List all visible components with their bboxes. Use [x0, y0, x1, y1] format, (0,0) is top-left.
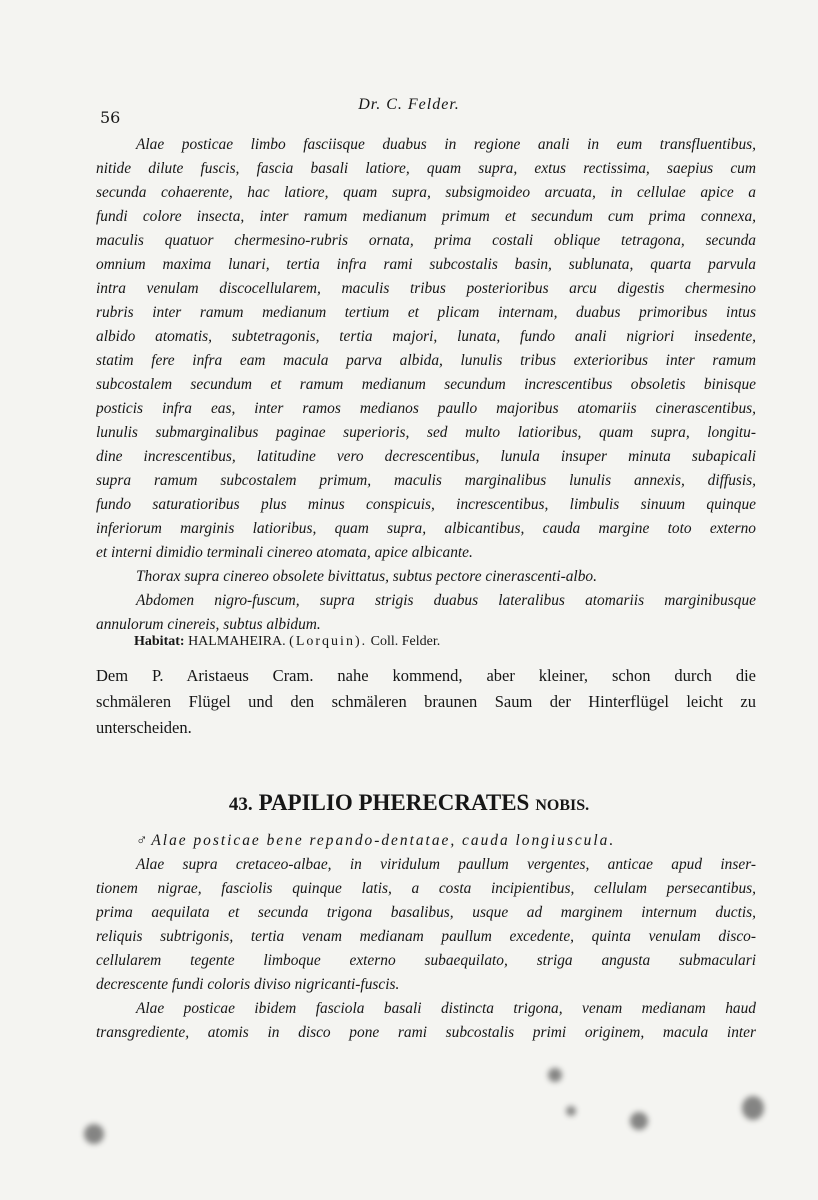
text-line: albido atomatis, subtetragonis, tertia majori, lunata, fundo anali nigriori insedente,	[96, 328, 756, 345]
text-line: transgrediente, atomis in disco pone rami subcostalis primi originem, macula inter	[96, 1024, 756, 1041]
text-line: tionem nigrae, fasciolis quinque latis, a costa incipientibus, cellulam persecantibus,	[96, 880, 756, 897]
diagnosis-text: Alae posticae bene repando-dentatae, cauda longiuscula.	[151, 832, 616, 849]
habitat-line	[134, 634, 440, 650]
ink-stain	[548, 1068, 562, 1082]
habitat-collection: Coll. Felder.	[370, 634, 441, 649]
text-line: nitide dilute fuscis, fascia basali latiore, quam supra, extus rectissima, saepius cum	[96, 160, 756, 177]
text-line: statim fere infra eam macula parva albida, lunulis tribus exterioribus inter ramum	[96, 352, 756, 369]
remark-line: schmäleren Flügel und den schmäleren braunen Saum der Hinterflügel leicht zu	[96, 692, 756, 711]
text-line: fundi colore insecta, inter ramum medianum primum et secundum cum prima connexa,	[96, 208, 756, 225]
page-number: 56	[100, 108, 121, 127]
text-line: fundo saturatioribus plus minus conspicuis, increscentibus, limbulis sinuum quinque	[96, 496, 756, 513]
male-symbol: ♂	[136, 832, 148, 849]
habitat-label: Habitat:	[134, 634, 185, 649]
text-line: lunulis submarginalibus paginae superioris, sed multo latioribus, quam supra, longitu-	[96, 424, 756, 441]
text-line: Alae posticae ibidem fasciola basali distincta trigona, venam medianam haud	[136, 1000, 756, 1017]
text-line: omnium maxima lunari, tertia infra rami subcostalis basin, sublunata, quarta parvula	[96, 256, 756, 273]
text-line: cellularem tegente limboque externo subaequilato, striga angusta submaculari	[96, 952, 756, 969]
text-line: dine increscentibus, latitudine vero decrescentibus, lunula insuper minuta subapicali	[96, 448, 756, 465]
thorax-line: Thorax supra cinereo obsolete bivittatus, subtus pectore cinerascenti-albo.	[136, 568, 597, 585]
diagnosis-line	[96, 832, 756, 850]
text-line: decrescente fundi coloris diviso nigricanti-fuscis.	[96, 976, 400, 993]
abdomen-line: annulorum cinereis, subtus albidum.	[96, 616, 321, 633]
abdomen-line: Abdomen nigro-fuscum, supra strigis duabus lateralibus atomariis marginibusque	[136, 592, 756, 609]
habitat-locality: HALMAHEIRA.	[188, 634, 286, 649]
text-line: Alae supra cretaceo-albae, in viridulum paullum vergentes, anticae apud inser-	[136, 856, 756, 873]
text-line: posticis infra eas, inter ramos medianos paullo majoribus atomariis cinerascentibus,	[96, 400, 756, 417]
text-line: Alae posticae limbo fasciisque duabus in regione anali in eum transfluentibus,	[136, 136, 756, 153]
species-number: 43.	[228, 794, 253, 815]
ink-stain	[84, 1124, 104, 1144]
text-line: secunda cohaerente, hac latiore, quam supra, subsigmoideo arcuata, in cellulae apice a	[96, 184, 756, 201]
text-line: inferiorum marginis latioribus, quam supra, albicantibus, cauda margine toto externo	[96, 520, 756, 537]
text-line: prima aequilata et secunda trigona basalibus, usque ad marginem internum ductis,	[96, 904, 756, 921]
species-heading	[0, 790, 818, 816]
text-line: rubris inter ramum medianum tertium et plicam internam, duabus primoribus intus	[96, 304, 756, 321]
remark-line: unterscheiden.	[96, 718, 192, 737]
species-author: NOBIS.	[535, 797, 590, 814]
species-name: PAPILIO PHERECRATES	[258, 790, 530, 815]
text-line: et interni dimidio terminali cinereo atomata, apice albicante.	[96, 544, 473, 561]
text-line: reliquis subtrigonis, tertia venam medianam paullum excedente, quinta venulam disco-	[96, 928, 756, 945]
text-line: supra ramum subcostalem primum, maculis marginalibus lunulis annexis, diffusis,	[96, 472, 756, 489]
running-title: Dr. C. Felder.	[358, 96, 460, 113]
text-line: subcostalem secundum et ramum medianum secundum increscentibus obsoletis binisque	[96, 376, 756, 393]
ink-stain	[566, 1106, 576, 1116]
habitat-collector: (Lorquin).	[289, 634, 368, 649]
remark-line: Dem P. Aristaeus Cram. nahe kommend, aber kleiner, schon durch die	[96, 666, 756, 685]
ink-stain	[742, 1096, 764, 1120]
text-line: maculis quatuor chermesino-rubris ornata, prima costali oblique tetragona, secunda	[96, 232, 756, 249]
text-line: intra venulam discocellularem, maculis tribus posterioribus arcu digestis chermesino	[96, 280, 756, 297]
ink-stain	[630, 1112, 648, 1130]
